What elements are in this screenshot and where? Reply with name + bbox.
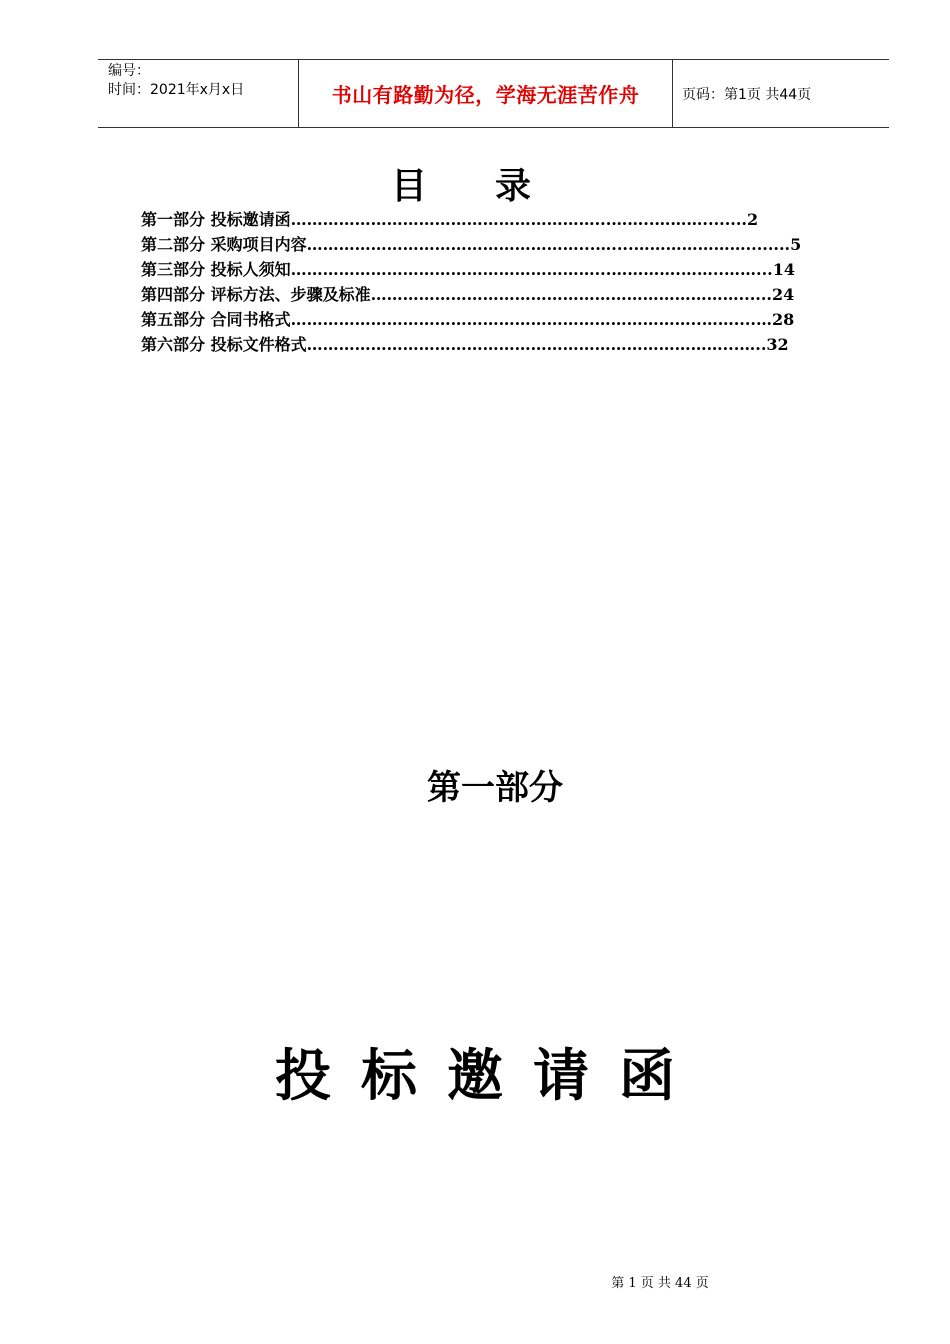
part-heading: 第一部分 (427, 768, 563, 808)
header-meta (98, 60, 299, 127)
toc-item[interactable]: 第五部分 合同书格式…………………………………………………………………..……....…28 (141, 310, 795, 329)
header-page-info: 页码：第1页 共44页 (682, 86, 812, 103)
section-title: 投标邀请函 (275, 1044, 705, 1109)
page-header (98, 59, 889, 128)
toc-item[interactable]: 第二部分 采购项目内容……………………………………………...…....…………………........5 (141, 235, 802, 254)
page-footer: 第 1 页 共 44 页 (611, 1276, 709, 1291)
date-label: 时间：2021年x月x日 (108, 82, 245, 98)
toc-item[interactable]: 第一部分 投标邀请函…………………………………………………...……..………........2 (141, 210, 759, 229)
table-of-contents (141, 207, 821, 357)
toc-item[interactable]: 第六部分 投标文件格式……………………………………………………………………...…..32 (141, 335, 789, 354)
header-motto: 书山有路勤为径，学海无涯苦作舟 (299, 60, 673, 127)
toc-item[interactable]: 第三部分 投标人须知…………………………………………………...………….……..……...14 (141, 260, 795, 279)
serial-number-label: 编号： (108, 63, 150, 79)
toc-title: 目录 (390, 166, 599, 207)
toc-item[interactable]: 第四部分 评标方法、步骤及标准……………………………………………………………......24 (141, 285, 795, 304)
